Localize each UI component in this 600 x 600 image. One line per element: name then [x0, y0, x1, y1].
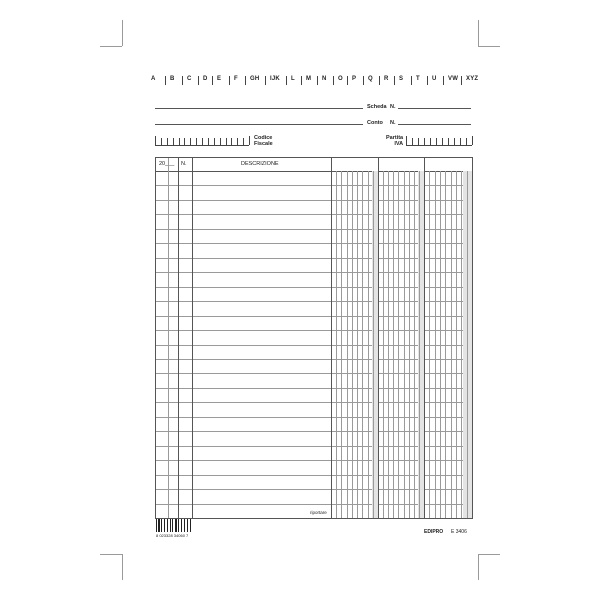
alphabet-tab: F: [234, 76, 238, 82]
crop-mark: [478, 554, 479, 580]
alphabet-tab: C: [187, 76, 192, 82]
crop-mark: [478, 46, 500, 47]
tab-divider: [198, 76, 199, 85]
char-box-tick: [454, 138, 455, 145]
column-line: [388, 171, 389, 518]
char-box-tick: [412, 138, 413, 145]
tab-divider: [347, 76, 348, 85]
alphabet-tab: P: [352, 76, 357, 82]
tab-divider: [245, 76, 246, 85]
crop-mark: [122, 20, 123, 46]
char-box-tick: [167, 138, 168, 145]
char-box-tick: [161, 138, 162, 145]
scheda-number-label: N.: [390, 104, 396, 110]
char-box-tick: [231, 138, 232, 145]
riportare-note: riportare: [310, 510, 327, 515]
crop-mark: [100, 554, 122, 555]
column-line: [461, 171, 462, 518]
column-line: [368, 171, 369, 518]
column-line: [168, 158, 169, 518]
barcode-bar: [170, 519, 172, 532]
barcode-bar: [184, 519, 185, 532]
column-line: [192, 158, 193, 518]
char-box-tick: [472, 136, 473, 145]
scheda-label: Scheda: [367, 104, 387, 110]
barcode-bar: [178, 519, 179, 532]
char-box-tick: [442, 138, 443, 145]
barcode-bar: [167, 519, 168, 532]
char-box-tick: [418, 138, 419, 145]
conto-label: Conto: [367, 120, 383, 126]
scheda-name-line: [155, 108, 363, 109]
char-box-tick: [220, 138, 221, 145]
tab-divider: [461, 76, 462, 85]
column-line: [357, 171, 358, 518]
char-box-tick: [237, 138, 238, 145]
alphabet-index: [150, 76, 480, 86]
char-box-tick: [179, 138, 180, 145]
ledger-table: [155, 157, 473, 519]
alphabet-tab: E: [217, 76, 222, 82]
barcode-bar: [181, 519, 183, 532]
char-box-tick: [460, 138, 461, 145]
barcode-bar: [161, 519, 162, 532]
column-line: [435, 171, 436, 518]
column-line: [414, 171, 415, 518]
alphabet-tab: XYZ: [466, 76, 479, 82]
column-line: [331, 158, 332, 518]
char-box-tick: [448, 138, 449, 145]
char-box-tick: [208, 138, 209, 145]
alphabet-tab: T: [416, 76, 420, 82]
column-line: [451, 171, 452, 518]
tab-divider: [212, 76, 213, 85]
char-box-tick: [243, 138, 244, 145]
tab-divider: [427, 76, 428, 85]
conto-name-line: [155, 124, 363, 125]
tab-divider: [394, 76, 395, 85]
char-box-tick: [249, 136, 250, 145]
char-box-tick: [155, 136, 156, 145]
tab-divider: [229, 76, 230, 85]
barcode-bar: [187, 519, 188, 532]
conto-number-label: N.: [390, 120, 396, 126]
alphabet-tab: L: [291, 76, 295, 82]
char-box-tick: [214, 138, 215, 145]
alphabet-tab: Q: [368, 76, 373, 82]
barcode-bar: [158, 519, 160, 532]
tab-divider: [333, 76, 334, 85]
column-line: [419, 171, 420, 518]
column-line: [456, 171, 457, 518]
column-line: [373, 171, 374, 518]
shaded-column: [463, 171, 472, 518]
alphabet-tab: VW: [448, 76, 459, 82]
tab-divider: [411, 76, 412, 85]
tab-divider: [301, 76, 302, 85]
column-line: [445, 171, 446, 518]
column-line: [398, 171, 399, 518]
alphabet-tab: GH: [250, 76, 260, 82]
char-box-tick: [466, 138, 467, 145]
column-line: [393, 171, 394, 518]
barcode-number: 8 023328 34060 7: [156, 533, 189, 538]
barcode-bar: [175, 519, 177, 532]
number-header: N.: [181, 161, 187, 167]
scheda-number-line: [398, 108, 471, 109]
char-box-tick: [196, 138, 197, 145]
tab-divider: [286, 76, 287, 85]
column-line: [362, 171, 363, 518]
brand-logo: EDIPRO: [424, 529, 444, 535]
column-line: [467, 171, 468, 518]
barcode: [156, 519, 192, 532]
column-line: [347, 171, 348, 518]
barcode-bar: [164, 519, 165, 532]
alphabet-tab: A: [151, 76, 156, 82]
char-box-tick: [173, 138, 174, 145]
column-line: [429, 171, 430, 518]
alphabet-tab: D: [203, 76, 208, 82]
column-line: [409, 171, 410, 518]
char-box-tick: [184, 138, 185, 145]
crop-mark: [478, 554, 500, 555]
char-box-tick: [406, 136, 407, 145]
tab-divider: [317, 76, 318, 85]
alphabet-tab: N: [322, 76, 327, 82]
alphabet-tab: M: [306, 76, 312, 82]
description-header: DESCRIZIONE: [241, 161, 279, 167]
codice-fiscale-boxes: [155, 136, 249, 146]
column-line: [341, 171, 342, 518]
alphabet-tab: S: [399, 76, 404, 82]
tab-divider: [265, 76, 266, 85]
barcode-bar: [190, 519, 191, 532]
product-code: E 3406: [451, 529, 467, 535]
tab-divider: [379, 76, 380, 85]
char-box-tick: [424, 138, 425, 145]
column-line: [336, 171, 337, 518]
alphabet-tab: IJK: [270, 76, 280, 82]
crop-mark: [478, 20, 479, 46]
alphabet-tab: U: [432, 76, 437, 82]
conto-number-line: [398, 124, 471, 125]
codice-fiscale-label: Codice Fiscale: [254, 135, 273, 147]
barcode-bar: [156, 519, 157, 532]
char-box-tick: [190, 138, 191, 145]
column-line: [178, 158, 179, 518]
column-line: [378, 158, 379, 518]
barcode-bar: [172, 519, 173, 532]
char-box-tick: [436, 138, 437, 145]
alphabet-tab: O: [338, 76, 343, 82]
column-line: [383, 171, 384, 518]
char-box-tick: [430, 138, 431, 145]
alphabet-tab: R: [384, 76, 389, 82]
year-header: 20___: [159, 161, 175, 167]
tab-divider: [443, 76, 444, 85]
crop-mark: [122, 554, 123, 580]
column-line: [424, 158, 425, 518]
column-line: [352, 171, 353, 518]
partita-iva-boxes: [406, 136, 472, 146]
crop-mark: [100, 46, 122, 47]
alphabet-tab: B: [170, 76, 175, 82]
tab-divider: [165, 76, 166, 85]
partita-iva-label: Partita IVA: [386, 135, 404, 147]
tab-divider: [363, 76, 364, 85]
tab-divider: [182, 76, 183, 85]
column-line: [404, 171, 405, 518]
char-box-tick: [202, 138, 203, 145]
column-line: [440, 171, 441, 518]
char-box-tick: [226, 138, 227, 145]
